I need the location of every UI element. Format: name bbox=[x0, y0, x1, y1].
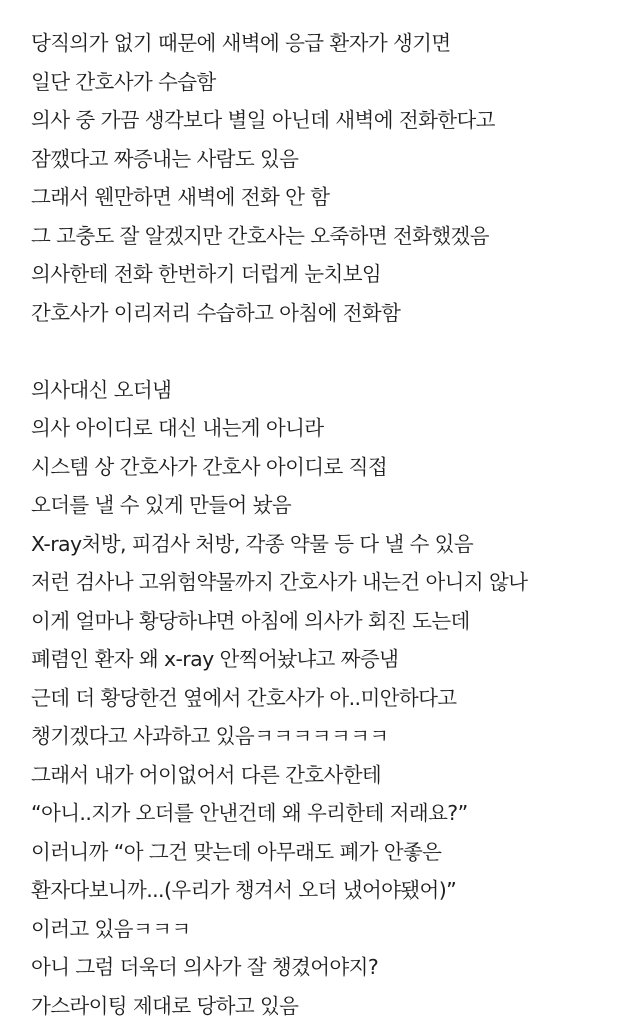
text-line: “아니..지가 오더를 안낸건데 왜 우리한테 저래요?” bbox=[31, 801, 468, 825]
text-line: 잠깼다고 짜증내는 사람도 있음 bbox=[31, 146, 299, 171]
text-line: 의사 아이디로 대신 내는게 아니라 bbox=[31, 416, 324, 440]
text-line: 그 고충도 잘 알겠지만 간호사는 오죽하면 전화했겠음 bbox=[31, 223, 489, 248]
paragraph-orders bbox=[31, 371, 628, 1026]
text-line: 근데 더 황당한건 옆에서 간호사가 아..미안하다고 bbox=[31, 685, 457, 710]
text-line: 이러고 있음ㅋㅋㅋ bbox=[31, 916, 191, 941]
text-line: 그래서 웬만하면 새벽에 전화 안 함 bbox=[31, 185, 330, 209]
text-line: 시스템 상 간호사가 간호사 아이디로 직접 bbox=[31, 454, 388, 479]
text-line: 환자다보니까...(우리가 챙겨서 오더 냈어야됐어)” bbox=[31, 878, 457, 902]
text-line: 챙기겠다고 사과하고 있음ㅋㅋㅋㅋㅋㅋㅋ bbox=[31, 724, 389, 748]
text-line: 이게 얼마나 황당하냐면 아침에 의사가 회진 도는데 bbox=[31, 608, 470, 633]
text-line: 가스라이팅 제대로 당하고 있음 bbox=[31, 993, 299, 1018]
post-body bbox=[31, 24, 628, 1025]
text-line: 의사 중 가끔 생각보다 별일 아닌데 새벽에 전화한다고 bbox=[31, 108, 495, 132]
text-line: X-ray처방, 피검사 처방, 각종 약물 등 다 낼 수 있음 bbox=[31, 531, 474, 556]
text-line: 이러니까 “아 그건 맞는데 아무래도 폐가 안좋은 bbox=[31, 839, 442, 864]
text-line: 일단 간호사가 수습함 bbox=[31, 69, 216, 94]
text-line: 의사한테 전화 한번하기 더럽게 눈치보임 bbox=[31, 262, 382, 286]
text-line: 아니 그럼 더욱더 의사가 잘 챙겼어야지? bbox=[31, 955, 379, 979]
text-line: 당직의가 없기 때문에 새벽에 응급 환자가 생기면 bbox=[31, 31, 451, 55]
text-line: 오더를 낼 수 있게 만들어 놨음 bbox=[31, 493, 292, 517]
paragraph-night-calls bbox=[31, 24, 628, 332]
text-line: 저런 검사나 고위험약물까지 간호사가 내는건 아니지 않나 bbox=[31, 570, 528, 594]
text-line: 간호사가 이리저리 수습하고 아침에 전화함 bbox=[31, 300, 401, 325]
text-line: 의사대신 오더냄 bbox=[31, 377, 172, 402]
text-line: 폐렴인 환자 왜 x-ray 안찍어놨냐고 짜증냄 bbox=[31, 647, 399, 671]
text-line: 그래서 내가 어이없어서 다른 간호사한테 bbox=[31, 762, 382, 787]
paragraph-spacer bbox=[31, 332, 628, 371]
